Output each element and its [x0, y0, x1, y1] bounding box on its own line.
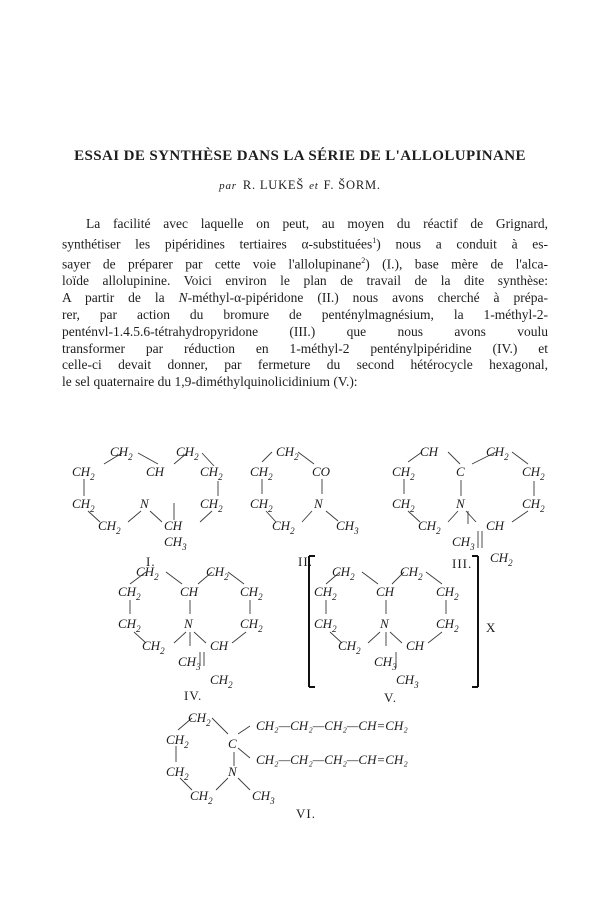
authors-par: par [219, 180, 237, 192]
atom-ch2: $CH_2$ [200, 496, 223, 514]
label-I: I. [146, 554, 156, 569]
atom-ch2: $CH_2$ [240, 616, 263, 634]
atom-ch3: $CH_3$ [252, 788, 275, 806]
atom-ch3: $CH_3$ [336, 518, 359, 536]
text-line: penténvl-1.4.5.6-tétrahydropyridone (III.) que nous avons voulu [62, 323, 548, 339]
anion-x: X [486, 620, 496, 635]
atom-ch3: $CH_3$ [164, 534, 187, 552]
atom-ch2: $CH_2$ [490, 550, 513, 568]
formula-VI [166, 710, 408, 821]
label-V: V. [384, 690, 397, 705]
atom-ch2: $CH_2$ [486, 444, 509, 462]
atom-ch2: $CH_2$ [200, 464, 223, 482]
atom-ch2: $CH_2$ [188, 710, 211, 728]
atom-n: N [456, 496, 465, 511]
atom-ch: CH [420, 444, 439, 459]
atom-ch2: $CH_2$ [98, 518, 121, 536]
formula-III [392, 444, 545, 571]
paper-title: ESSAI DE SYNTHÈSE DANS LA SÉRIE DE L'ALLOLUPINANE [74, 148, 526, 164]
atom-ch2: $CH_2$ [206, 564, 229, 582]
atom-ch2: $CH_2$ [240, 584, 263, 602]
text-line: celle-ci devait donner, par fermeture du second hétérocycle hexagonal, [62, 357, 548, 373]
atom-ch2: $CH_2$ [136, 564, 159, 582]
atom-ch2: $CH_2$ [392, 464, 415, 482]
atom-ch2: $CH_2$ [118, 616, 141, 634]
text-line: synthétiser les pipéridines tertiaires α-substituées$^1$) nous a conduit à es- [62, 235, 548, 252]
atom-ch: CH [210, 638, 229, 653]
atom-ch2: $CH_2$ [210, 672, 233, 690]
label-IV: IV. [184, 688, 203, 703]
atom-ch2: $CH_2$ [166, 764, 189, 782]
formula-II [250, 444, 359, 569]
text-line: loïde allolupinine. Voici environ le plan de travail de la dite synthèse: [62, 273, 548, 289]
atom-ch2: $CH_2$ [190, 788, 213, 806]
atom-ch: CH [486, 518, 505, 533]
text-line: transformer par réduction en 1-méthyl-2 penténylpipéridine (IV.) et [62, 340, 548, 356]
atom-n: N [380, 616, 389, 631]
author-lukes: R. LUKEŠ [242, 178, 305, 192]
text-line: La facilité avec laquelle on peut, au moyen du réactif de Grignard, [86, 216, 548, 231]
label-II: II. [298, 554, 313, 569]
atom-ch2: $CH_2$ [338, 638, 361, 656]
atom-ch2: $CH_2$ [314, 616, 337, 634]
atom-ch: CH [164, 518, 183, 533]
atom-ch2: $CH_2$ [72, 496, 95, 514]
atom-ch: CH [406, 638, 425, 653]
atom-ch2: $CH_2$ [418, 518, 441, 536]
atom-ch: CH [146, 464, 165, 479]
formula-IV [118, 564, 263, 703]
atom-ch2: $CH_2$ [522, 464, 545, 482]
side-chain-lower: CH₂—CH₂—CH₂—CH=CH₂ [256, 752, 408, 767]
atom-ch2: $CH_2$ [522, 496, 545, 514]
atom-ch2: $CH_2$ [400, 564, 423, 582]
label-VI: VI. [296, 806, 316, 821]
atom-ch3: $CH_3$ [178, 654, 201, 672]
atom-ch2: $CH_2$ [142, 638, 165, 656]
atom-ch2: $CH_2$ [72, 464, 95, 482]
atom-ch: CH [376, 584, 395, 599]
atom-ch2: $CH_2$ [110, 444, 133, 462]
formula-I [72, 444, 223, 569]
authors-et: et [309, 180, 319, 192]
atom-n: N [228, 764, 237, 779]
atom-ch2: $CH_2$ [436, 616, 459, 634]
atom-ch2: $CH_2$ [276, 444, 299, 462]
atom-ch3: $CH_3$ [374, 654, 397, 672]
text-line: sayer de préparer par cette voie l'allolupinane$^2$) (I.), base mère de l'alca- [62, 256, 548, 272]
atom-ch3: $CH_3$ [452, 534, 475, 552]
atom-n: N [184, 616, 193, 631]
atom-ch2: $CH_2$ [118, 584, 141, 602]
atom-co: CO [312, 464, 331, 479]
text-line: le sel quaternaire du 1,9-diméthylquinolicidinium (V.): [62, 374, 358, 390]
formula-V [309, 556, 496, 705]
side-chain-upper: CH₂—CH₂—CH₂—CH=CH₂ [256, 718, 408, 733]
atom-ch2: $CH_2$ [166, 732, 189, 750]
atom-ch2: $CH_2$ [314, 584, 337, 602]
atom-ch2: $CH_2$ [436, 584, 459, 602]
author-sorm: F. ŠORM. [323, 178, 381, 192]
atom-ch2: $CH_2$ [272, 518, 295, 536]
text-line: A partir de la N-méthyl-α-pipéridone (II.) nous avons cherché à prépa- [62, 290, 548, 306]
atom-ch2: $CH_2$ [250, 464, 273, 482]
atom-ch2: $CH_2$ [332, 564, 355, 582]
label-III: III. [452, 556, 473, 571]
atom-c: C [456, 464, 465, 479]
atom-n: N [314, 496, 323, 511]
atom-ch2: $CH_2$ [392, 496, 415, 514]
atom-ch: CH [180, 584, 199, 599]
atom-c: C [228, 736, 237, 751]
atom-ch2: $CH_2$ [176, 444, 199, 462]
atom-ch2: $CH_2$ [250, 496, 273, 514]
atom-ch3: $CH_3$ [396, 672, 419, 690]
atom-n: N [140, 496, 149, 511]
text-line: rer, par action du bromure de penténylmagnésium, la 1-méthyl-2- [62, 306, 548, 322]
